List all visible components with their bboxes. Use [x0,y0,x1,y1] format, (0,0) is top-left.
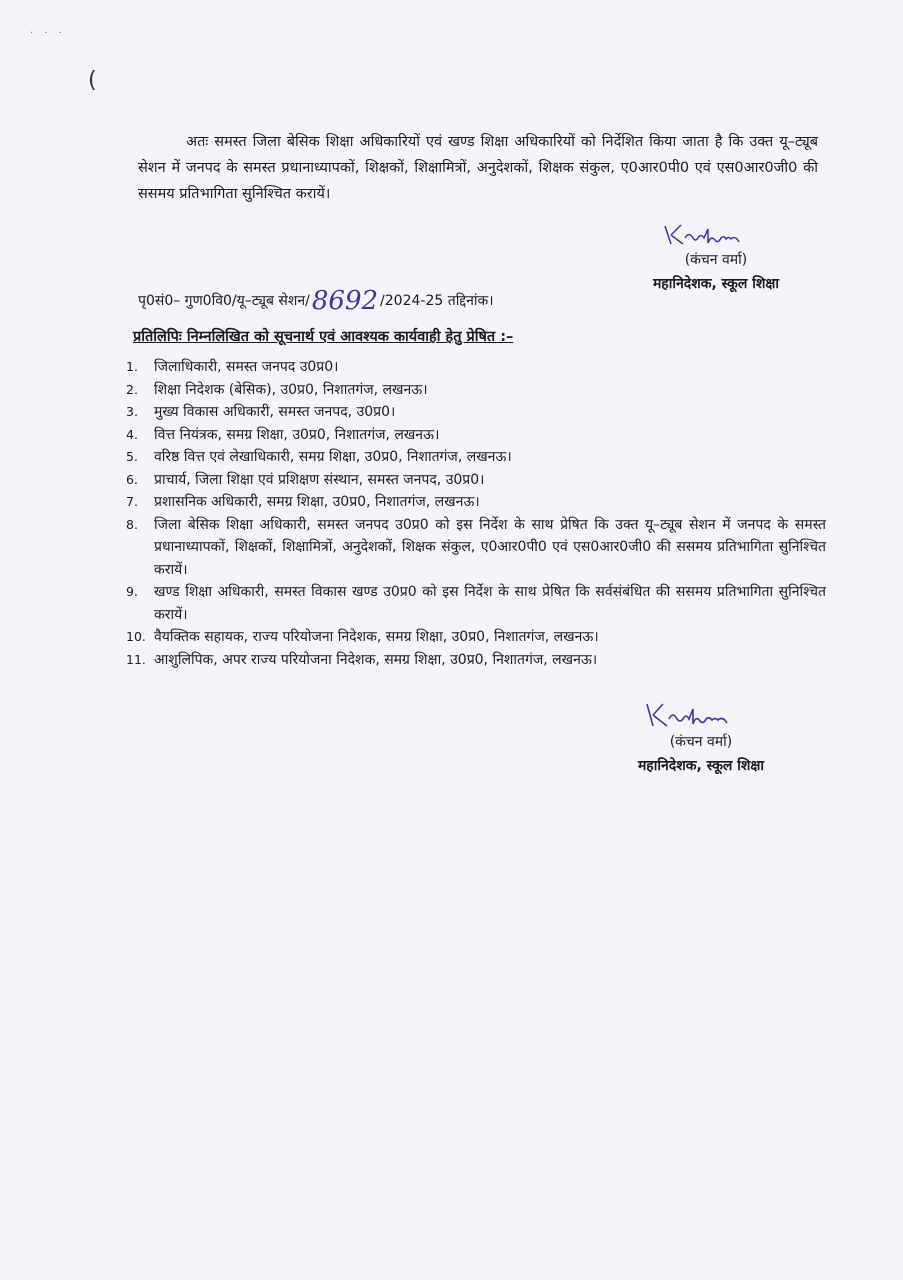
signatory-designation: महानिदेशक, स्कूल शिक्षा [652,276,780,292]
list-item: 8. जिला बेसिक शिक्षा अधिकारी, समस्त जनपद उ0प्र0 को इस निर्देश के साथ प्रेषित कि उक्त यू–ट्यूब सेशन में जनपद के समस्त प्रधानाध्यापकों, शिक्षकों, शिक्षामित्रों, अनुदेशकों, शिक्षक संकुल, ए0आर0पी0 एवं एस0आर0जी0 की ससमय प्रतिभागिता सुनिश्चित करायें। [126,516,826,578]
handwritten-dispatch-number: 8692 [311,286,379,316]
list-item: 9. खण्ड शिक्षा अधिकारी, समस्त विकास खण्ड उ0प्र0 को इस निर्देश के साथ प्रेषित कि सर्वसंबंधित की ससमय प्रतिभागिता सुनिश्चित करायें। [126,584,826,623]
list-item: 1. जिलाधिकारी, समस्त जनपद उ0प्र0। [126,359,339,375]
signature-block-top [636,222,796,296]
list-item: 2. शिक्षा निदेशक (बेसिक), उ0प्र0, निशातगंज, लखनऊ। [126,381,428,398]
list-item: 5. वरिष्ठ वित्त एवं लेखाधिकारी, समग्र शिक्षा, उ0प्र0, निशातगंज, लखनऊ। [126,449,512,465]
signature-block-bottom [616,700,786,778]
list-item: 11. आशुलिपिक, अपर राज्य परियोजना निदेशक, समग्र शिक्षा, उ0प्र0, निशातगंज, लखनऊ। [126,651,598,668]
list-item: 7. प्रशासनिक अधिकारी, समग्र शिक्षा, उ0प्र0, निशातगंज, लखनऊ। [126,494,480,510]
list-item: 4. वित्त नियंत्रक, समग्र शिक्षा, उ0प्र0, निशातगंज, लखनऊ। [126,426,440,443]
signatory-designation: महानिदेशक, स्कूल शिक्षा [637,758,765,774]
signatory-name: (कंचन वर्मा) [669,734,733,750]
reference-suffix: /2024-25 तद्दिनांक। [380,293,494,309]
list-item: 3. मुख्य विकास अधिकारी, समस्त जनपद, उ0प्र0। [126,404,396,420]
scan-artifact: · · · [30,28,66,39]
body-paragraph: अतः समस्त जिला बेसिक शिक्षा अधिकारियों एवं खण्ड शिक्षा अधिकारियों को निर्देशित किया जाता है कि उक्त यू–ट्यूब सेशन में जनपद के समस्त प्रधानाध्यापकों, शिक्षकों, शिक्षामित्रों, अनुदेशकों, शिक्षक संकुल, ए0आर0पी0 एवं एस0आर0जी0 की ससमय प्रतिभागिता सुनिश्चित करायें। [138,133,818,202]
signatory-name: (कंचन वर्मा) [684,252,748,268]
reference-prefix: पृ0सं0– गुण0वि0/यू–ट्यूब सेशन/ [138,293,310,309]
copy-recipient-list [126,356,826,671]
reference-number-line [138,284,494,316]
handwritten-signature [616,700,786,730]
handwritten-signature [636,222,796,248]
copy-to-heading: प्रतिलिपिः निम्नलिखित को सूचनार्थ एवं आवश्यक कार्यवाही हेतु प्रेषित :– [133,329,514,345]
list-item: 10. वैयक्तिक सहायक, राज्य परियोजना निदेशक, समग्र शिक्षा, उ0प्र0, निशातगंज, लखनऊ। [126,629,599,645]
punch-hole-mark: ( [88,68,97,93]
list-item: 6. प्राचार्य, जिला शिक्षा एवं प्रशिक्षण संस्थान, समस्त जनपद, उ0प्र0। [126,471,485,488]
